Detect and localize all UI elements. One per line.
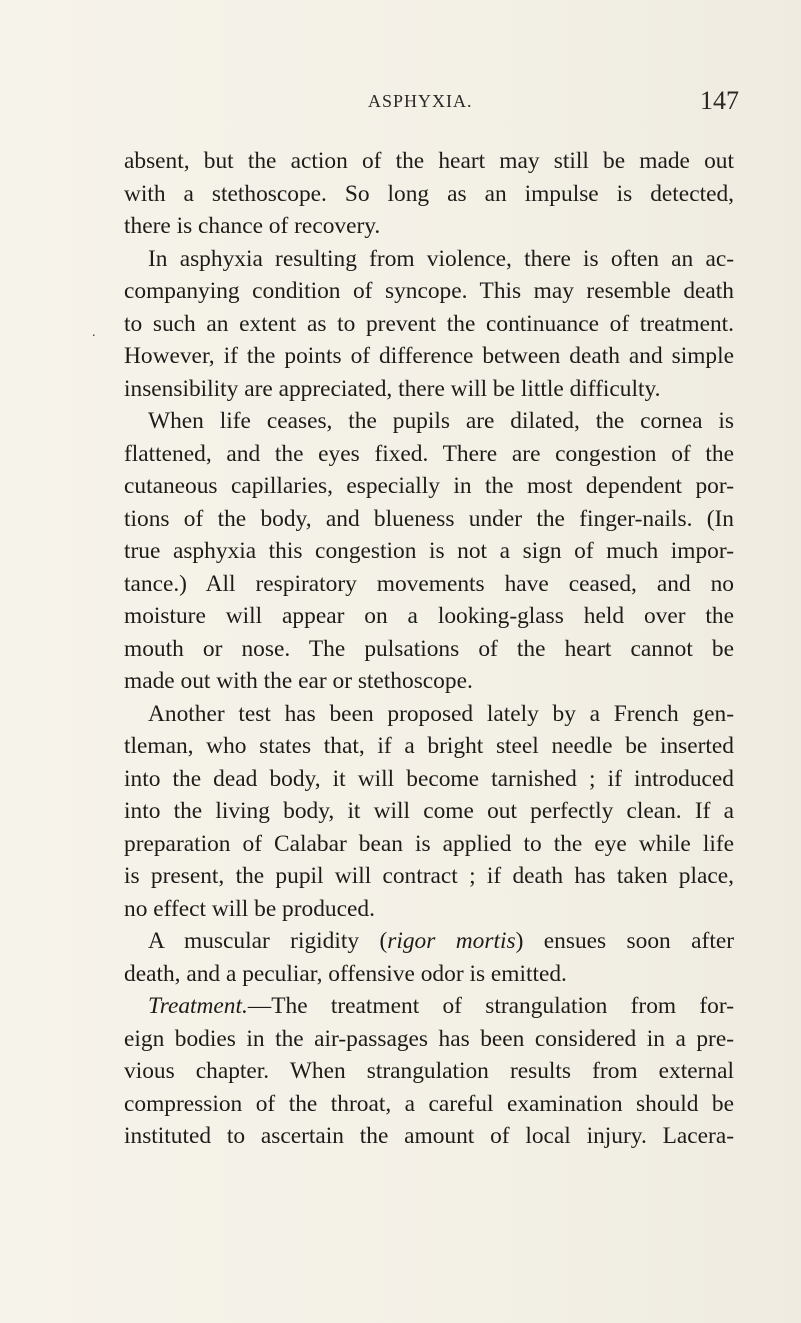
text-line: instituted to ascertain the amount of local injury. Lacera- xyxy=(124,1123,734,1149)
text-segment: —The treatment of strangulation from for- xyxy=(247,993,734,1019)
page-number: 147 xyxy=(700,86,739,115)
text-line: made out with the ear or stethoscope. xyxy=(124,668,473,694)
text-line: cutaneous capillaries, especially in the most dependent por- xyxy=(124,473,734,499)
text-line: eign bodies in the air-passages has been considered in a pre- xyxy=(124,1025,734,1052)
body-text xyxy=(124,145,734,1153)
text-line: absent, but the action of the heart may still be made out xyxy=(124,148,734,174)
text-line: When life ceases, the pupils are dilated, the cornea is xyxy=(148,408,734,434)
text-line-rigor-mortis xyxy=(124,925,734,958)
text-line: flattened, and the eyes fixed. There are congestion of the xyxy=(124,440,734,467)
text-line: no effect will be produced. xyxy=(124,895,375,922)
text-line: moisture will appear on a looking-glass held over the xyxy=(124,603,734,629)
text-line: there is chance of recovery. xyxy=(124,213,381,239)
text-line: with a stethoscope. So long as an impulse is detected, xyxy=(124,180,734,207)
text-line: In asphyxia resulting from violence, there is often an ac- xyxy=(148,245,734,272)
text-line: into the dead body, it will become tarnished ; if introduced xyxy=(124,765,734,792)
running-head: ASPHYXIA. xyxy=(368,91,473,111)
text-line: preparation of Calabar bean is applied to the eye while life xyxy=(124,830,734,857)
margin-mark: . xyxy=(92,325,96,340)
text-line: companying condition of syncope. This may resemble death xyxy=(124,278,734,304)
text-line: true asphyxia this congestion is not a sign of much impor- xyxy=(124,538,734,564)
text-segment: A muscular rigidity ( xyxy=(148,928,388,954)
text-line: into the living body, it will come out perfectly clean. If a xyxy=(124,798,734,824)
section-heading-treatment: Treatment. xyxy=(148,993,248,1019)
text-line: insensibility are appreciated, there will be little difficulty. xyxy=(124,375,661,402)
text-segment: ) ensues soon after xyxy=(515,928,734,954)
text-line: Another test has been proposed lately by a French gen- xyxy=(148,700,734,727)
text-line: tance.) All respiratory movements have ceased, and no xyxy=(124,570,734,597)
text-line: to such an extent as to prevent the continuance of treatment. xyxy=(124,310,734,337)
text-line-treatment xyxy=(124,990,734,1023)
page-header xyxy=(0,86,801,122)
text-line: compression of the throat, a careful examination should be xyxy=(124,1090,734,1117)
italic-term: rigor mortis xyxy=(387,928,516,954)
text-line: mouth or nose. The pulsations of the heart cannot be xyxy=(124,635,734,662)
text-line: tleman, who states that, if a bright steel needle be inserted xyxy=(124,733,734,759)
text-line: However, if the points of difference between death and simple xyxy=(124,343,734,369)
text-line: tions of the body, and blueness under the finger-nails. (In xyxy=(124,505,734,532)
text-line: vious chapter. When strangulation results from external xyxy=(124,1058,734,1084)
text-line: death, and a peculiar, offensive odor is emitted. xyxy=(124,960,567,987)
text-line: is present, the pupil will contract ; if death has taken place, xyxy=(124,863,734,889)
